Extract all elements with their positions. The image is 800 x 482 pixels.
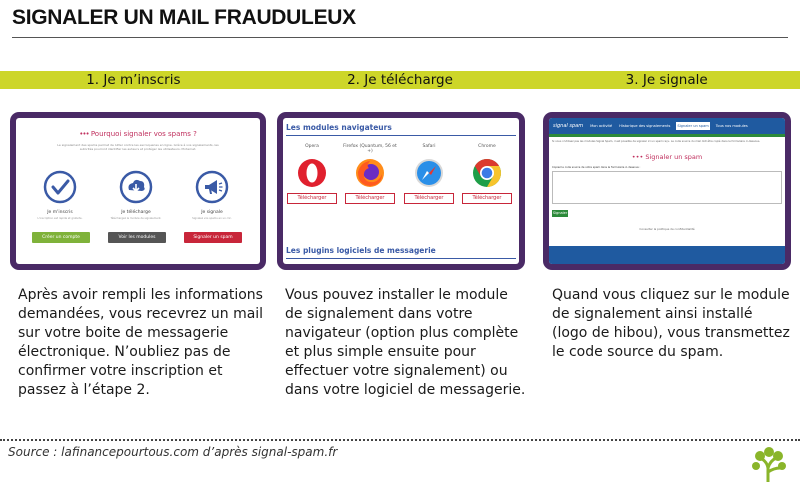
opera-icon xyxy=(297,158,327,188)
source-code-textarea[interactable] xyxy=(552,171,782,204)
megaphone-icon xyxy=(195,170,229,204)
signup-screen-title xyxy=(16,130,260,138)
download-button[interactable]: Télécharger xyxy=(404,193,454,204)
signup-column xyxy=(28,170,92,220)
signup-intro-text: Le signalement des spams permet de lutter contre les escroqueries en ligne. Grâce à vos signalements, les autorités pourront identifier les auteurs et protéger les utilisateurs d'Internet. xyxy=(57,143,219,151)
step-1-description: Après avoir rempli les informations demandées, vous recevrez un mail sur votre boite de messagerie électronique. N’oubliez pas de confirmer votre inscription et passez à l’étape 2. xyxy=(18,287,264,398)
report-subcaption: Signalez vos spams en un clic. xyxy=(192,217,232,220)
browser-modules-heading: Les modules navigateurs xyxy=(286,123,392,132)
download-button[interactable]: Télécharger xyxy=(345,193,395,204)
nav-item-report[interactable]: Signaler un spam xyxy=(677,124,709,128)
privacy-footer-link[interactable]: Consulter la politique de confidentialité xyxy=(639,227,695,231)
browser-name: Firefox (Quantum, 56 et +) xyxy=(343,144,397,154)
browser-safari xyxy=(400,144,458,204)
navbar-accent-stripe xyxy=(549,134,785,137)
tree-logo-icon xyxy=(748,446,790,482)
heading-divider xyxy=(286,258,516,259)
signup-caption: Je m'inscris xyxy=(47,210,73,215)
signup-subcaption: L'inscription est rapide et gratuite. xyxy=(37,217,83,220)
report-spam-button[interactable]: Signaler un spam xyxy=(184,232,242,243)
screenshot-frame-download xyxy=(277,112,525,270)
step-2-description: Vous pouvez installer le module de signalement dans votre navigateur (option plus complète et plus simple ensuite pour effectuer votre signalement) ou dans votre logiciel de messagerie. xyxy=(285,287,526,398)
report-column xyxy=(180,170,244,220)
step-label-2: 2. Je télécharge xyxy=(347,72,453,88)
step-3-description: Quand vous cliquez sur le module de signalement ainsi installé (logo de hibou), vous transmettez le code source du spam. xyxy=(552,287,790,360)
step-label-1: 1. Je m’inscris xyxy=(86,72,181,88)
title-divider xyxy=(12,37,788,38)
download-button[interactable]: Télécharger xyxy=(287,193,337,204)
screenshot-frame-signup xyxy=(10,112,266,270)
heading-divider xyxy=(286,135,516,136)
browser-name: Safari xyxy=(422,144,436,149)
chrome-icon xyxy=(472,158,502,188)
report-screen xyxy=(549,118,785,264)
browser-name: Chrome xyxy=(478,144,496,149)
source-field-label: Copiez le code source de votre spam dans le formulaire ci-dessous : xyxy=(552,166,641,169)
report-navbar xyxy=(549,118,785,134)
report-title xyxy=(549,153,785,161)
report-caption: Je signale xyxy=(201,210,223,215)
nav-item-history[interactable]: Historique des signalements xyxy=(619,124,671,128)
browser-chrome xyxy=(458,144,516,204)
safari-icon xyxy=(414,158,444,188)
send-report-button[interactable]: Signaler xyxy=(552,211,568,215)
nav-item-activity[interactable]: Mon activité xyxy=(590,124,613,128)
report-intro-text: Si vous n'utilisez pas les modules Signal Spam, il est possible de signaler ici un spam reçu. Le code source du mail doit être copié dans le formulaire ci-dessous. xyxy=(552,140,761,143)
title-dots: ••• xyxy=(631,153,644,161)
source-credit: Source : lafinancepourtous.com d’après signal-spam.fr xyxy=(8,445,338,459)
steps-bar xyxy=(0,71,800,89)
browser-opera xyxy=(283,144,341,204)
browser-name: Opera xyxy=(305,144,319,149)
screenshot-frame-report xyxy=(543,112,791,270)
view-modules-button[interactable]: Voir les modules xyxy=(108,232,166,243)
cloud-download-icon xyxy=(119,170,153,204)
mail-plugins-heading: Les plugins logiciels de messagerie xyxy=(286,246,436,255)
download-subcaption: Téléchargez le module de signalement. xyxy=(110,217,162,220)
download-screen xyxy=(283,118,519,264)
footer-divider xyxy=(0,439,800,441)
nav-item-modules[interactable]: Tous nos modules xyxy=(715,124,748,128)
download-button[interactable]: Télécharger xyxy=(462,193,512,204)
checkmark-icon xyxy=(43,170,77,204)
title-dots: ••• xyxy=(79,130,89,138)
title-text: Pourquoi signaler vos spams ? xyxy=(90,130,197,138)
step-label-3: 3. Je signale xyxy=(625,72,708,88)
page-title: SIGNALER UN MAIL FRAUDULEUX xyxy=(12,6,356,29)
report-footer-bar xyxy=(549,246,785,264)
download-caption: Je télécharge xyxy=(121,210,151,215)
signal-spam-logo: signal spam xyxy=(553,123,584,129)
create-account-button[interactable]: Créer un compte xyxy=(32,232,90,243)
browser-firefox xyxy=(341,144,399,204)
download-column xyxy=(104,170,168,220)
firefox-icon xyxy=(355,158,385,188)
signup-screen xyxy=(16,118,260,264)
title-text: Signaler un spam xyxy=(645,153,703,161)
